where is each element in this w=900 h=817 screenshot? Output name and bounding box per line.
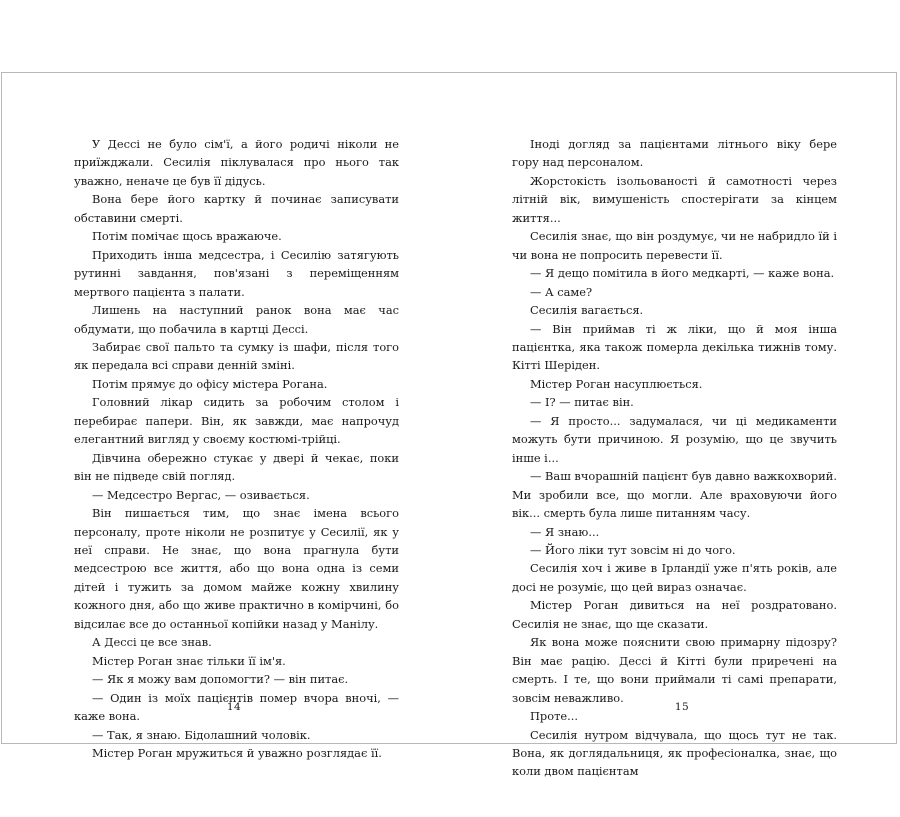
paragraph: Дівчина обережно стукає у двері й чекає, поки він не підведе свій погляд.	[74, 450, 399, 484]
paragraph: Забирає свої пальто та сумку із шафи, після того як передала всі справи денній зміні.	[74, 339, 399, 373]
paragraph: Сесилія хоч і живе в Ірландії уже п'ять років, але досі не розуміє, що цей вираз означає.	[512, 561, 837, 594]
paragraph: — Я дещо помітила в його медкарті, — каже вона.	[530, 266, 835, 281]
paragraph: Іноді догляд за пацієнтами літнього віку бере гору над персоналом.	[512, 137, 837, 170]
paragraph: Містер Роган знає тільки її ім'я.	[92, 653, 286, 668]
paragraph: — Його ліки тут зовсім ні до чого.	[530, 542, 736, 557]
paragraph: Вона бере його картку й починає записувати обставини смерті.	[74, 192, 399, 225]
paragraph: Потім прямує до офісу містера Рогана.	[92, 376, 328, 391]
paragraph: — Я знаю...	[530, 524, 600, 539]
paragraph: Головний лікар сидить за робочим столом і перебирає папери. Він, як завжди, має напрочуд елегантний вигляд у своєму костюмі-трійці.	[74, 395, 399, 447]
paragraph: — Як я можу вам допомогти? — він питає.	[92, 672, 349, 687]
paragraph: Приходить інша медсестра, і Сесилію затягують рутинні завдання, пов'язані з переміщенням мертвого пацієнта з палати.	[74, 247, 399, 299]
paragraph: Потім помічає щось вражаюче.	[92, 229, 282, 244]
paragraph: Лишень на наступний ранок вона має час обдумати, що побачила в картці Дессі.	[74, 303, 399, 336]
paragraph: А Дессі це все знав.	[92, 635, 212, 650]
page-number-left: 14	[226, 701, 242, 713]
paragraph: — Так, я знаю. Бідолашний чоловік.	[92, 727, 311, 742]
paragraph: У Дессі не було сім'ї, а його родичі ніколи не приїжджали. Сесилія піклувалася про нього так уважно, неначе це був її дідусь.	[74, 137, 399, 188]
page-number-right: 15	[674, 701, 690, 713]
paragraph: — Медсестро Вергас, — озивається.	[92, 487, 310, 502]
paragraph: — І? — питає він.	[530, 395, 634, 410]
paragraph: — Я просто... задумалася, чи ці медикаменти можуть бути причиною. Я розумію, що це звучить інше і...	[512, 413, 837, 465]
paragraph: Сесилія вагається.	[530, 303, 644, 318]
paragraph: Сесилія нутром відчувала, що щось тут не так. Вона, як доглядальниця, як професіоналка, знає, що коли двом пацієнтам	[512, 727, 837, 779]
paragraph: Сесилія знає, що він роздумує, чи не набридло їй і чи вона не попросить перевести її.	[512, 229, 837, 262]
paragraph: — Він приймав ті ж ліки, що й моя інша пацієнтка, яка також померла декілька тижнів тому. Кітті Шеріден.	[512, 321, 837, 373]
paragraph: — А саме?	[530, 284, 593, 299]
book-spread	[1, 72, 897, 779]
paragraph: — Один із моїх пацієнтів помер вчора вночі, — каже вона.	[74, 690, 399, 724]
paragraph: Він пишається тим, що знає імена всього персоналу, проте ніколи не розпитує у Сесилії, як у неї справи. Не знає, що вона прагнула бути медсестрою все життя, або що вона одна із семи дітей і тужить за домом майже кожну хвилину кожного дня, або що живе практично в комірчині, бо відсилає все до останньої копійки назад у Манілу.	[74, 506, 399, 631]
paragraph: Містер Роган насуплюється.	[530, 376, 703, 391]
paragraph: Жорстокість ізольованості й самотності через літній вік, вимушеність спостерігати за кінцем життя...	[512, 173, 837, 225]
paragraph: — Ваш вчорашній пацієнт був давно важкохворий. Ми зробили все, що могли. Але враховуючи його вік... смерть була лише питанням часу.	[512, 469, 837, 521]
paragraph: Містер Роган дивиться на неї роздратовано. Сесилія не знає, що ще сказати.	[512, 598, 837, 631]
paragraph: Як вона може пояснити свою примарну підозру? Він має рацію. Дессі й Кітті були приречені на смерть. І те, що вони приймали ті самі препарати, зовсім неважливо.	[512, 635, 837, 705]
paragraph: Містер Роган мружиться й уважно розглядає її.	[92, 745, 382, 760]
left-page-text	[74, 135, 399, 762]
right-page-text	[512, 135, 837, 781]
paragraph: Проте...	[530, 709, 578, 724]
